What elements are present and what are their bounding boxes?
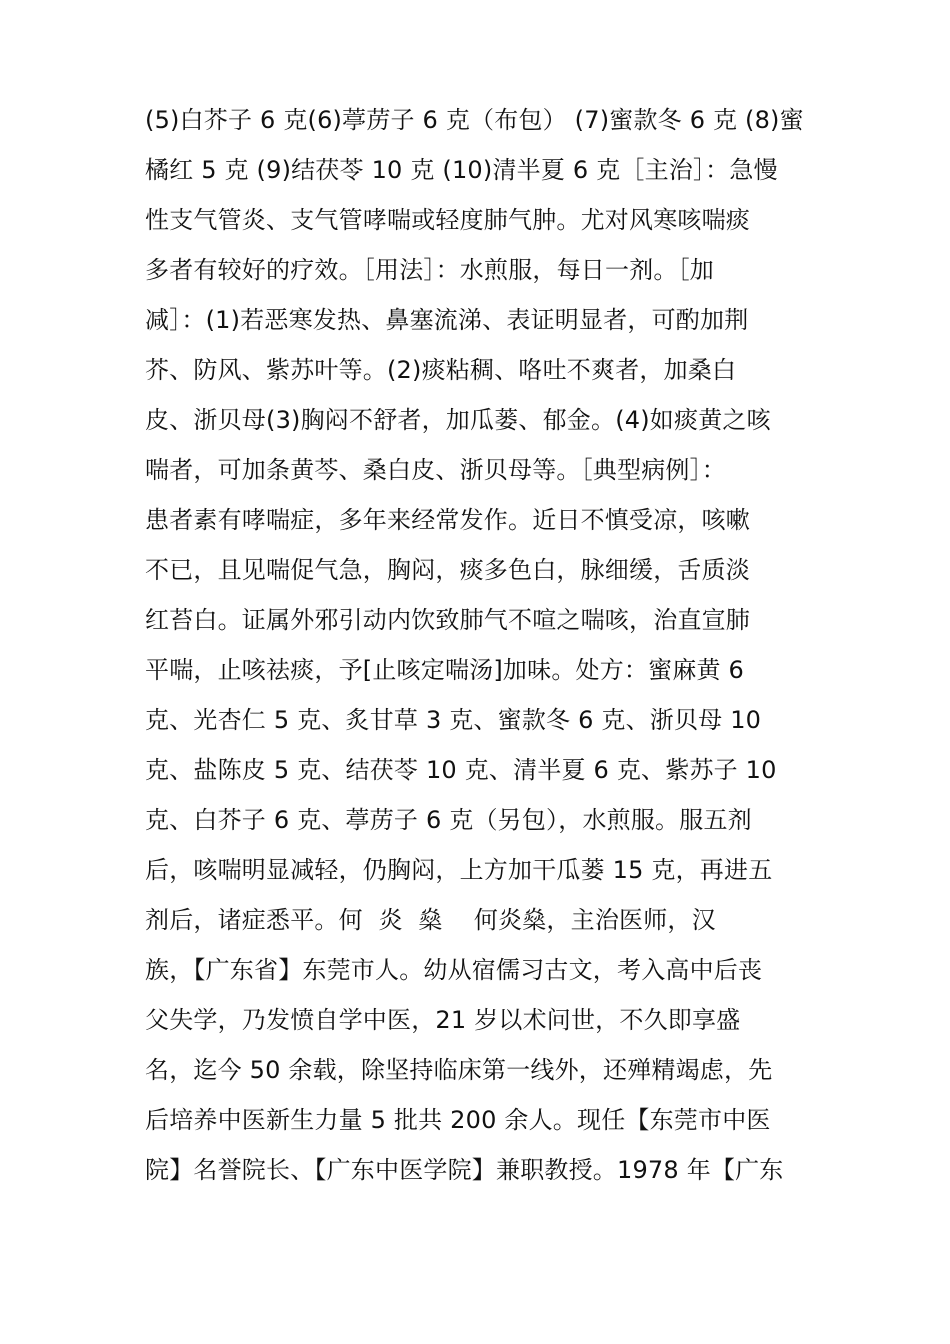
text-line: 多者有较好的疗效。［用法］：水煎服，每日一剂。［加 <box>145 256 714 284</box>
text-line: 红苔白。证属外邪引动内饮致肺气不喧之喘咳，治直宣肺 <box>145 606 750 634</box>
text-line: 性支气管炎、支气管哮喘或轻度肺气肿。尤对风寒咳喘痰 <box>145 206 750 234</box>
text-line: 克、盐陈皮 5 克、结茯苓 10 克、清半夏 6 克、紫苏子 10 <box>145 756 777 784</box>
text-line: 后培养中医新生力量 5 批共 200 余人。现任【东莞市中医 <box>145 1106 771 1134</box>
text-line: 患者素有哮喘症，多年来经常发作。近日不慎受凉，咳嗽 <box>145 506 750 534</box>
body-text <box>145 95 825 1195</box>
text-line: (5)白芥子 6 克(6)葶苈子 6 克（布包） (7)蜜款冬 6 克 (8)蜜 <box>145 106 804 134</box>
text-line: 院】名誉院长、【广东中医学院】兼职教授。1978 年【广东 <box>145 1156 784 1184</box>
text-line: 克、白芥子 6 克、葶苈子 6 克（另包），水煎服。服五剂 <box>145 806 752 834</box>
text-line: 不已，且见喘促气急，胸闷，痰多色白，脉细缓，舌质淡 <box>145 556 750 584</box>
text-line: 芥、防风、紫苏叶等。(2)痰粘稠、咯吐不爽者，加桑白 <box>145 356 737 384</box>
text-line: 剂后，诸症悉平。何 炎 燊 何炎燊，主治医师，汉 <box>145 906 716 934</box>
text-line: 族，【广东省】东莞市人。幼从宿儒习古文，考入高中后丧 <box>145 956 763 984</box>
text-line: 皮、浙贝母(3)胸闷不舒者，加瓜蒌、郁金。(4)如痰黄之咳 <box>145 406 771 434</box>
text-line: 喘者，可加条黄芩、桑白皮、浙贝母等。［典型病例］： <box>145 456 726 484</box>
text-line: 克、光杏仁 5 克、炙甘草 3 克、蜜款冬 6 克、浙贝母 10 <box>145 706 762 734</box>
text-line: 后，咳喘明显减轻，仍胸闷，上方加干瓜蒌 15 克，再进五 <box>145 856 773 884</box>
text-line: 平喘，止咳祛痰，予[止咳定喘汤]加味。处方：蜜麻黄 6 <box>145 656 745 684</box>
text-line: 父失学，乃发愤自学中医，21 岁以术问世，不久即享盛 <box>145 1006 741 1034</box>
text-line: 减］：(1)若恶寒发热、鼻塞流涕、表证明显者，可酌加荆 <box>145 306 749 334</box>
text-line: 橘红 5 克 (9)结茯苓 10 克 (10)清半夏 6 克［主治］：急慢 <box>145 156 778 184</box>
text-line: 名，迄今 50 余载，除坚持临床第一线外，还殚精竭虑，先 <box>145 1056 773 1084</box>
